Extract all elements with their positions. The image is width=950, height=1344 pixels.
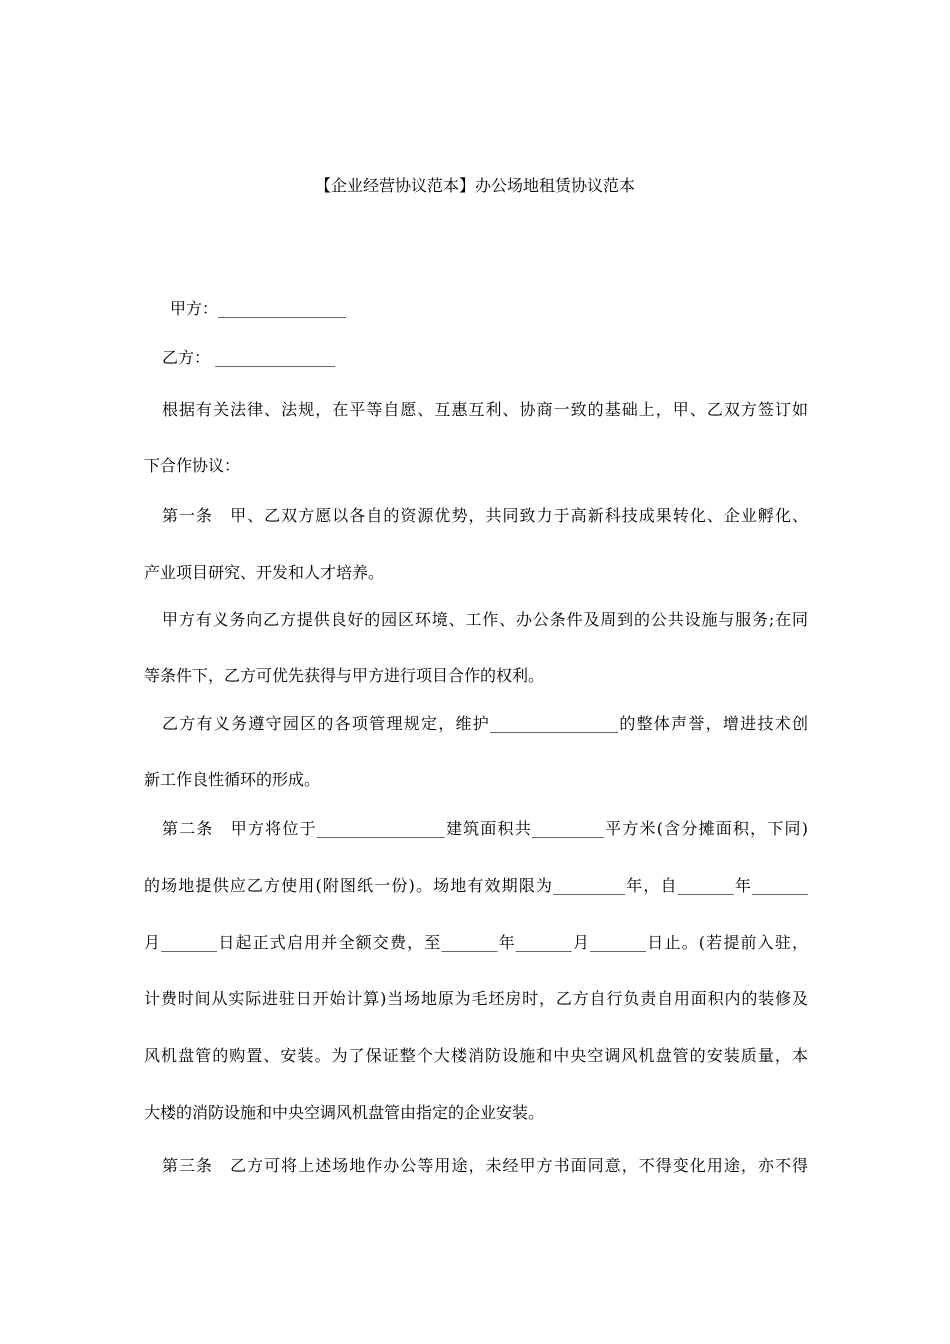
paragraph-line: 计费时间从实际进驻日开始计算)当场地原为毛坯房时，乙方自行负责自用面积内的装修及 xyxy=(144,989,808,1008)
paragraph-line: 下合作协议： xyxy=(144,456,241,475)
paragraph-line: 风机盘管的购置、安装。为了保证整个大楼消防设施和中央空调风机盘管的安装质量，本 xyxy=(144,1046,808,1065)
paragraph-line: 甲方有义务向乙方提供良好的园区环境、工作、办公条件及周到的公共设施与服务;在同 xyxy=(162,610,808,629)
paragraph-line: 根据有关法律、法规，在平等自愿、互惠互利、协商一致的基础上，甲、乙双方签订如 xyxy=(162,400,808,419)
paragraph-line: 乙方有义务遵守园区的各项管理规定，维护________________的整体声誉，增进技术创 xyxy=(162,714,808,733)
paragraph-line: 的场地提供应乙方使用(附图纸一份)。场地有效期限为_________年，自_______年_______ xyxy=(144,876,808,895)
paragraph-line: 第一条 甲、乙双方愿以各自的资源优势，共同致力于高新科技成果转化、企业孵化、 xyxy=(162,506,808,525)
document-title: 【企业经营协议范本】办公场地租赁协议范本 xyxy=(314,176,635,195)
party-b-line: 乙方： _______________ xyxy=(162,348,336,367)
paragraph-line: 新工作良性循环的形成。 xyxy=(144,770,321,789)
paragraph-line: 产业项目研究、开发和人才培养。 xyxy=(144,563,385,582)
paragraph-line: 等条件下，乙方可优先获得与甲方进行项目合作的权利。 xyxy=(144,666,545,685)
paragraph-line: 第二条 甲方将位于________________建筑面积共_________平方米(含分摊面积，下同) xyxy=(162,819,808,838)
paragraph-line: 第三条 乙方可将上述场地作办公等用途，未经甲方书面同意，不得变化用途，亦不得 xyxy=(162,1156,808,1175)
party-a-line: 甲方：________________ xyxy=(170,299,347,318)
paragraph-line: 大楼的消防设施和中央空调风机盘管由指定的企业安装。 xyxy=(144,1103,545,1122)
paragraph-line: 月_______日起正式启用并全额交费，至_______年_______月_______日止。(若提前入驻， xyxy=(144,933,808,952)
